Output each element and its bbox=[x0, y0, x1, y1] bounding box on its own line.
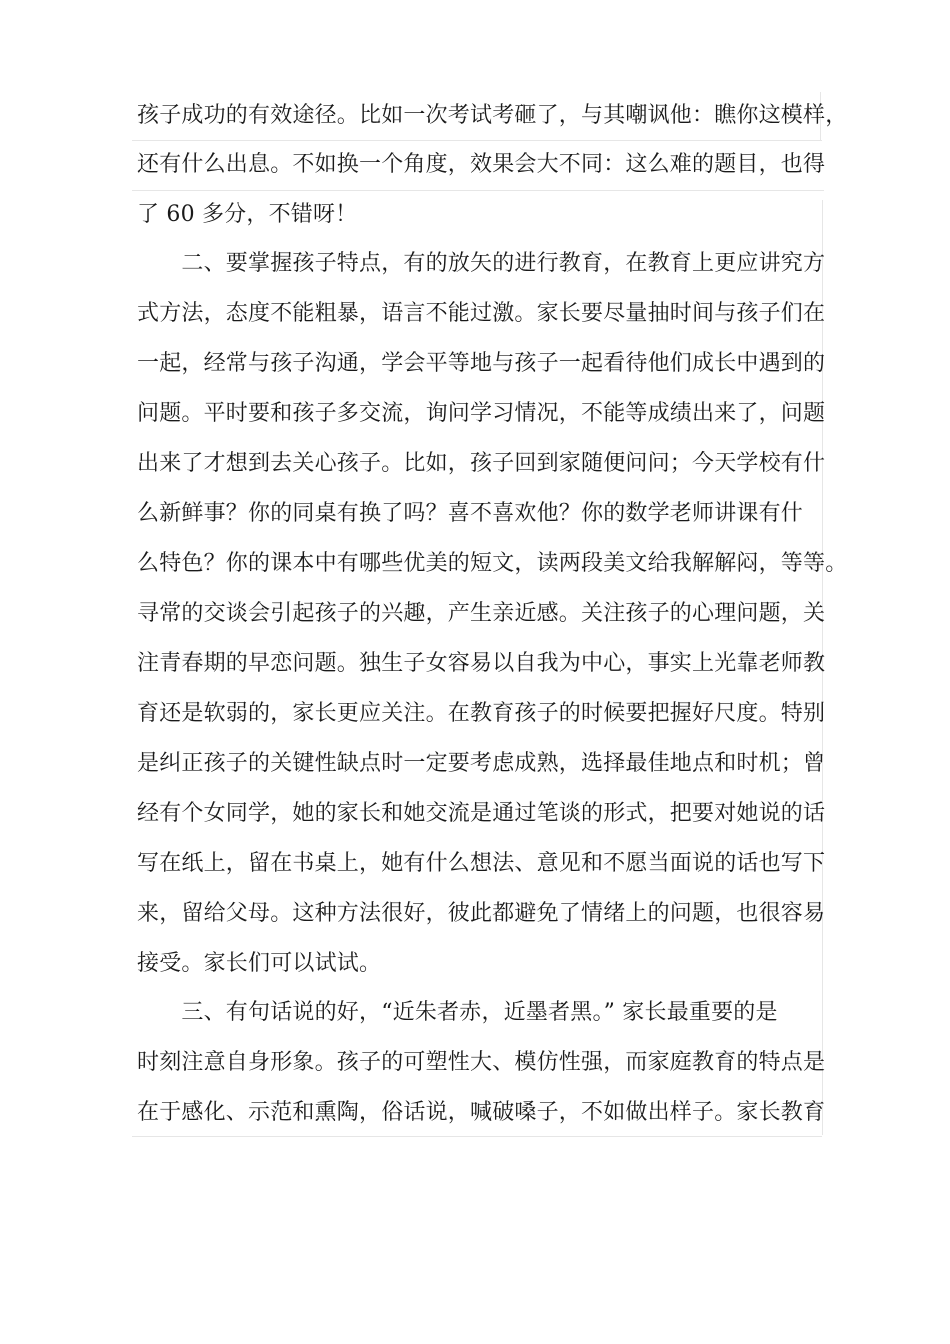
text-line-10: 么特色？你的课本中有哪些优美的短文，读两段美文给我解解闷，等等。 bbox=[137, 551, 848, 576]
frame-line-top-left bbox=[132, 140, 822, 141]
text-line-18: 接受。家长们可以试试。 bbox=[137, 951, 382, 976]
text-line-20: 时刻注意自身形象。孩子的可塑性大、模仿性强，而家庭教育的特点是 bbox=[137, 1050, 826, 1075]
text-line-15: 经有个女同学，她的家长和她交流是通过笔谈的形式，把要对她说的话 bbox=[137, 801, 826, 826]
text-line-13: 育还是软弱的，家长更应关注。在教育孩子的时候要把握好尺度。特别 bbox=[137, 701, 826, 726]
text-line-12: 注青春期的早恋问题。独生子女容易以自我为中心，事实上光靠老师教 bbox=[137, 651, 826, 676]
text-line-6: 一起，经常与孩子沟通，学会平等地与孩子一起看待他们成长中遇到的 bbox=[137, 351, 826, 376]
text-line-1: 孩子成功的有效途径。比如一次考试考砸了，与其嘲讽他：瞧你这模样， bbox=[137, 103, 848, 128]
text-line-9: 么新鲜事？你的同桌有换了吗？喜不喜欢他？你的数学老师讲课有什 bbox=[137, 501, 804, 526]
text-line-2: 还有什么出息。不如换一个角度，效果会大不同：这么难的题目，也得 bbox=[137, 152, 826, 177]
text-line-3: 了 60 多分，不错呀！ bbox=[137, 202, 358, 227]
text-line-21: 在于感化、示范和熏陶，俗话说，喊破嗓子，不如做出样子。家长教育 bbox=[137, 1100, 826, 1125]
text-line-14: 是纠正孩子的关键性缺点时一定要考虑成熟，选择最佳地点和时机；曾 bbox=[137, 751, 826, 776]
frame-line-mid bbox=[132, 190, 824, 191]
text-line-19: 三、有句话说的好，“近朱者赤，近墨者黑。” 家长最重要的是 bbox=[137, 1000, 778, 1025]
text-line-16: 写在纸上，留在书桌上，她有什么想法、意见和不愿当面说的话也写下 bbox=[137, 851, 826, 876]
text-line-17: 来，留给父母。这种方法很好，彼此都避免了情绪上的问题，也很容易 bbox=[137, 901, 826, 926]
frame-line-bottom bbox=[132, 1136, 822, 1137]
text-line-7: 问题。平时要和孩子多交流，询问学习情况，不能等成绩出来了，问题 bbox=[137, 401, 826, 426]
text-line-8: 出来了才想到去关心孩子。比如，孩子回到家随便问问；今天学校有什 bbox=[137, 451, 826, 476]
text-line-5: 式方法，态度不能粗暴，语言不能过激。家长要尽量抽时间与孩子们在 bbox=[137, 301, 826, 326]
text-line-11: 寻常的交谈会引起孩子的兴趣，产生亲近感。关注孩子的心理问题，关 bbox=[137, 601, 826, 626]
text-line-4: 二、要掌握孩子特点，有的放矢的进行教育，在教育上更应讲究方 bbox=[137, 251, 826, 276]
